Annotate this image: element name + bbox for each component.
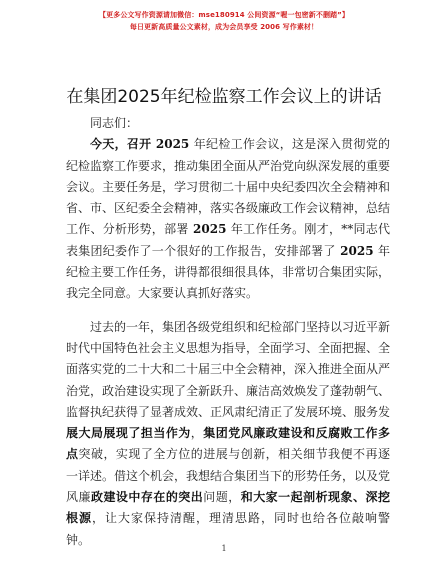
paragraph-2-bold-1: 展大局展现了担当作为 — [66, 426, 191, 441]
paragraph-2-text-1: 过去的一年，集团各级党组织和纪检部门坚持以习近平新时代中国特色社会主义思想为指导，全面学习、全面把握、全面落实党的二十大和二十届三中全会精神，深入推进全面从严治党，政治建设实现了全新跃升、廉洁高效焕发了蓬勃朝气、监督执纪获得了显著成效、正风肃纪清正了发展环境、服务发 — [66, 319, 391, 419]
promo-banner-line-1: 【更多公文写作资源请加微信：mse180914 公间资源“喔一包密新不删踏”】 — [99, 11, 349, 19]
paragraph-1-text-3: 年纪检主要工作任务，讲得都很细很具体，非常切合集团实际，我完全同意。大家要认真抓好落实。 — [66, 243, 391, 301]
greeting: 同志们： — [90, 116, 139, 130]
paragraph-1 — [66, 134, 390, 304]
paragraph-2-text-2: ， — [190, 426, 204, 441]
document-body — [66, 113, 390, 551]
paragraph-2-bold-2: 集团党风廉政建设和反腐败工作多点 — [66, 426, 390, 462]
paragraph-1-year-2: 2025 — [188, 222, 231, 237]
paragraph-2-text-3: 突破，实现了全方位的进展与创新，相关细节我便不再逐一详述。借这个机会，我想结合集团当下的形势任务，以及党风廉 — [66, 447, 391, 505]
paragraph-1-year: 2025 — [151, 137, 194, 152]
document-title: 在集团2025年纪检监察工作会议上的讲话 — [66, 87, 382, 107]
paragraph-1-text: 年纪检工作会议，这是深入贯彻党的纪检监察工作要求，推动集团全面从严治党向纵深发展的重要会议。主要任务是，学习贯彻二十届中央纪委四次全会精神和省、市、区纪委全会精神，落实各级廉政工作会议精神，总结工作、分析形势，部署 — [66, 137, 391, 237]
paragraph-2-bold-3: 政建设中存在的突出 — [90, 490, 204, 505]
paragraph-2-text-4: 问题， — [203, 490, 241, 505]
paragraph-1-lead: 今天，召开 — [90, 137, 152, 152]
promo-banner — [0, 10, 448, 32]
paragraph-2 — [66, 317, 390, 551]
page-number: 1 — [221, 544, 227, 553]
paragraph-1-year-3: 2025 — [335, 243, 378, 258]
paragraph-2-bold-4: 和大家一起剖析现象、深挖根源 — [66, 490, 390, 526]
paragraph-2-text-5: ，让大家保持清醒，理清思路，同时也给各位敲响警钟。 — [66, 511, 390, 547]
promo-banner-line-2: 每日更新高质量公文素材，成为会员享受 2006 写作素材！ — [129, 23, 319, 31]
paragraph-1-text-2: 年工作任务。刚才，**同志代表集团纪委作了一个很好的工作报告，安排部署了 — [66, 222, 390, 258]
